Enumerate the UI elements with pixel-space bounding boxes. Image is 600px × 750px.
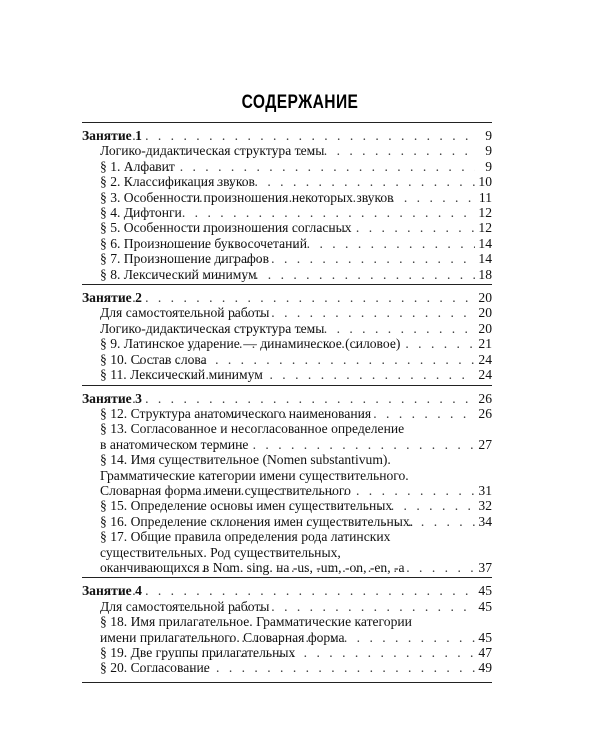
toc-entry-label: § 12. Структура анатомического наименования [100, 405, 372, 421]
dot-leader [177, 220, 475, 235]
toc-entry [82, 421, 492, 452]
dot-leader [163, 645, 475, 660]
toc-page-number: 14 [478, 251, 492, 267]
dot-leader [138, 352, 475, 367]
dot-leader [190, 630, 475, 645]
dot-leader [156, 251, 475, 266]
toc-page-number: 45 [478, 629, 492, 645]
toc-entry [82, 251, 492, 266]
toc-entry-label: § 13. Согласованное и несогласованное определение [100, 421, 405, 437]
toc-page-number: 24 [478, 351, 492, 367]
toc-entry [82, 205, 492, 220]
toc-page-number: 12 [478, 220, 492, 236]
toc-entry-label: существительных. Род существительных, [100, 544, 341, 560]
toc-page-number: 45 [478, 583, 492, 599]
toc-entry [82, 321, 492, 336]
dot-leader [129, 159, 476, 174]
toc-entry-label: § 7. Произношение диграфов [100, 251, 270, 267]
dot-leader [189, 560, 475, 575]
toc-entry-label: § 19. Две группы прилагательных [100, 645, 296, 660]
dot-leader [156, 599, 475, 614]
dot-leader [139, 660, 475, 675]
toc-entry [82, 514, 492, 529]
dot-leader [188, 336, 475, 351]
toc-heading-row [82, 290, 492, 305]
dot-leader [191, 514, 475, 529]
toc-page-number: 9 [485, 158, 492, 174]
dot-leader [107, 290, 475, 305]
toc-page-number: 24 [478, 367, 492, 383]
dot-leader [190, 483, 475, 498]
toc-entry [82, 336, 492, 351]
toc-heading-label: Занятие 2 [82, 290, 142, 306]
toc-entry [82, 498, 492, 513]
toc-page-number: 12 [478, 205, 492, 221]
toc-entry-label: Логико-дидактическая структура темы [100, 320, 325, 336]
toc-page-number: 31 [478, 482, 492, 498]
toc-entry-label: § 11. Лексический минимум [100, 367, 263, 383]
toc-entry-label: Для самостоятельной работы [100, 598, 270, 614]
toc-entry [82, 645, 492, 660]
toc-entry [82, 305, 492, 320]
table-of-contents [82, 122, 492, 683]
toc-entry [82, 159, 492, 174]
toc-heading-label: Занятие 1 [82, 128, 142, 143]
toc-heading-row [82, 583, 492, 598]
toc-entry [82, 236, 492, 251]
toc-page-number: 27 [478, 436, 492, 452]
dot-leader [186, 498, 475, 513]
toc-entry-label: § 10. Состав слова [100, 351, 207, 367]
dot-leader [156, 305, 475, 320]
toc-entry-label: § 8. Лексический минимум [100, 266, 257, 282]
toc-page-number: 11 [478, 189, 492, 205]
dot-leader [181, 406, 475, 421]
toc-heading-label: Занятие 3 [82, 390, 142, 406]
toc-page-number: 14 [478, 235, 492, 251]
toc-page-number: 34 [478, 513, 492, 529]
toc-entry [82, 599, 492, 614]
toc-entry-label: оканчивающихся в Nom. sing. на -us, -um, -on, -en, -a [100, 559, 405, 575]
toc-entry [82, 143, 492, 158]
toc-entry-label: § 14. Имя существительное (Nomen substantivum). [100, 452, 391, 468]
toc-page-number: 45 [478, 598, 492, 614]
toc-heading-row [82, 128, 492, 143]
toc-entry-label: § 1. Алфавит [100, 158, 175, 174]
toc-page-number: 26 [478, 405, 492, 421]
toc-section [82, 577, 492, 682]
toc-entry-label: § 9. Латинское ударение — динамическое (силовое) [100, 336, 401, 352]
toc-page-number: 18 [478, 266, 492, 282]
toc-entry [82, 220, 492, 235]
toc-section [82, 385, 492, 578]
toc-entry [82, 267, 492, 282]
dot-leader [170, 143, 475, 158]
dot-leader [166, 236, 475, 251]
toc-page-number: 10 [478, 174, 492, 190]
toc-entry-label: Словарная форма имени существительного [100, 482, 351, 498]
toc-entry-label: Логико-дидактическая структура темы [100, 143, 325, 159]
toc-entry-label: § 6. Произношение буквосочетаний [100, 235, 307, 251]
toc-page-number: 9 [485, 143, 492, 159]
dot-leader [107, 128, 475, 143]
toc-entry [82, 367, 492, 382]
toc-page-number: 26 [478, 390, 492, 406]
toc-page-number: 37 [478, 559, 492, 575]
toc-page-number: 20 [478, 305, 492, 321]
toc-page-number: 9 [485, 128, 492, 143]
toc-entry-label: § 17. Общие правила определения рода латинских [100, 529, 391, 545]
toc-entry-label: § 20. Согласование [100, 660, 210, 676]
toc-entry-label: Для самостоятельной работы [100, 305, 270, 321]
toc-entry-label: § 18. Имя прилагательное. Грамматические категории [100, 614, 412, 630]
toc-heading-row [82, 391, 492, 406]
dot-leader [186, 190, 475, 205]
toc-entry [82, 406, 492, 421]
toc-entry [82, 660, 492, 675]
toc-page-number: 32 [478, 498, 492, 514]
toc-page-number: 49 [478, 660, 492, 676]
toc-entry [82, 614, 492, 645]
toc-entry [82, 174, 492, 189]
toc-entry-label: § 3. Особенности произношения некоторых звуков [100, 189, 394, 205]
toc-entry-label: § 5. Особенности произношения согласных [100, 220, 352, 236]
dot-leader [107, 391, 475, 406]
dot-leader [107, 583, 475, 598]
toc-entry-label: в анатомическом термине [100, 436, 249, 452]
dot-leader [189, 437, 475, 452]
toc-entry [82, 352, 492, 367]
dot-leader [152, 174, 475, 189]
toc-entry-label: § 15. Определение основы имен существительных [100, 498, 393, 514]
toc-entry [82, 529, 492, 575]
toc-section [82, 284, 492, 384]
dot-leader [131, 205, 475, 220]
toc-entry-label: § 2. Классификация звуков [100, 174, 255, 190]
toc-entry [82, 190, 492, 205]
dot-leader [170, 321, 475, 336]
toc-section [82, 122, 492, 284]
dot-leader [154, 367, 475, 382]
toc-entry-label: имени прилагательного. Словарная форма [100, 629, 345, 645]
toc-entry-label: § 16. Определение склонения имен существительных. [100, 513, 414, 529]
toc-entry-label: § 4. Дифтонги [100, 205, 182, 221]
toc-page-number: 21 [478, 336, 492, 352]
page-title: СОДЕРЖАНИЕ [241, 92, 359, 113]
toc-page-number: 20 [478, 320, 492, 336]
dot-leader [153, 267, 475, 282]
toc-heading-label: Занятие 4 [82, 583, 142, 599]
toc-page-number: 47 [478, 645, 492, 660]
toc-page-number: 20 [478, 290, 492, 306]
toc-entry-label: Грамматические категории имени существительного. [100, 467, 409, 483]
toc-entry [82, 452, 492, 498]
